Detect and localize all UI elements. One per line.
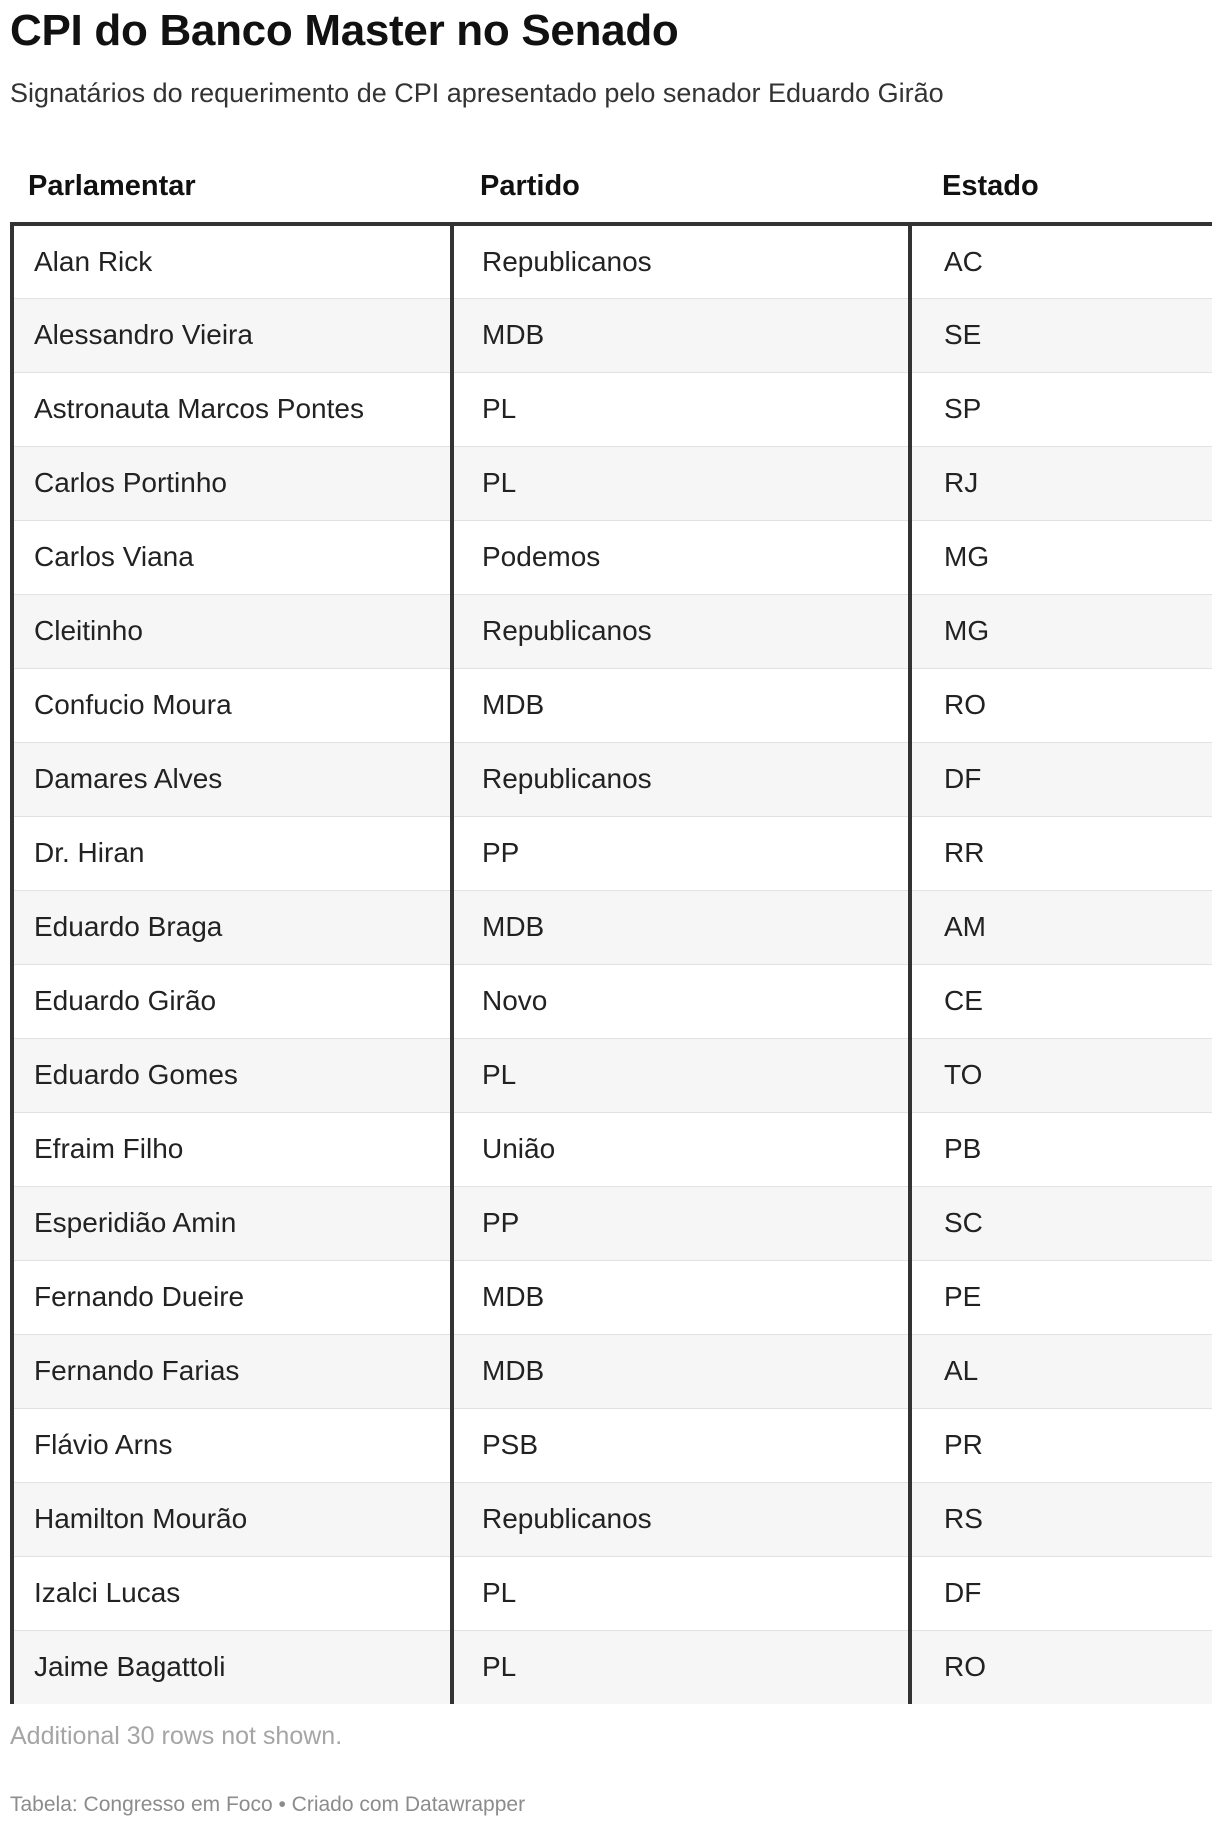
cell-partido: PP (452, 1186, 910, 1260)
cell-parlamentar: Flávio Arns (12, 1408, 452, 1482)
data-table (10, 152, 1212, 1704)
table-row (12, 594, 1212, 668)
cell-parlamentar: Damares Alves (12, 742, 452, 816)
chart-title: CPI do Banco Master no Senado (10, 6, 679, 55)
cell-parlamentar: Eduardo Gomes (12, 1038, 452, 1112)
cell-partido: União (452, 1112, 910, 1186)
table-row (12, 446, 1212, 520)
table-row (12, 1112, 1212, 1186)
cell-parlamentar: Efraim Filho (12, 1112, 452, 1186)
cell-parlamentar: Cleitinho (12, 594, 452, 668)
table-row (12, 1482, 1212, 1556)
cell-partido: PL (452, 446, 910, 520)
cell-parlamentar: Carlos Viana (12, 520, 452, 594)
cell-parlamentar: Fernando Dueire (12, 1260, 452, 1334)
cell-estado: RJ (910, 446, 1212, 520)
cell-partido: Podemos (452, 520, 910, 594)
cell-estado: DF (910, 1556, 1212, 1630)
cell-partido: MDB (452, 890, 910, 964)
table-row (12, 1556, 1212, 1630)
cell-estado: SC (910, 1186, 1212, 1260)
cell-parlamentar: Dr. Hiran (12, 816, 452, 890)
cell-estado: DF (910, 742, 1212, 816)
cell-estado: MG (910, 520, 1212, 594)
cell-estado: RO (910, 1630, 1212, 1704)
cell-partido: MDB (452, 668, 910, 742)
cell-partido: Republicanos (452, 224, 910, 298)
table-row (12, 1408, 1212, 1482)
cell-parlamentar: Izalci Lucas (12, 1556, 452, 1630)
table-row (12, 1038, 1212, 1112)
cell-estado: PR (910, 1408, 1212, 1482)
table-row (12, 372, 1212, 446)
cell-parlamentar: Fernando Farias (12, 1334, 452, 1408)
table-row (12, 1630, 1212, 1704)
cell-estado: SP (910, 372, 1212, 446)
cell-partido: PP (452, 816, 910, 890)
column-header-partido[interactable]: Partido (452, 152, 910, 224)
table-row (12, 224, 1212, 298)
cell-estado: RS (910, 1482, 1212, 1556)
cell-partido: Novo (452, 964, 910, 1038)
cell-parlamentar: Jaime Bagattoli (12, 1630, 452, 1704)
cell-parlamentar: Hamilton Mourão (12, 1482, 452, 1556)
cell-estado: AC (910, 224, 1212, 298)
cell-estado: AM (910, 890, 1212, 964)
cell-partido: PL (452, 1038, 910, 1112)
table-row (12, 1334, 1212, 1408)
cell-partido: Republicanos (452, 742, 910, 816)
table-row (12, 298, 1212, 372)
cell-estado: AL (910, 1334, 1212, 1408)
cell-parlamentar: Eduardo Braga (12, 890, 452, 964)
table-row (12, 816, 1212, 890)
cell-partido: Republicanos (452, 594, 910, 668)
cell-estado: RO (910, 668, 1212, 742)
cell-partido: MDB (452, 1260, 910, 1334)
cell-estado: PE (910, 1260, 1212, 1334)
column-header-estado[interactable]: Estado (910, 152, 1212, 224)
table-row (12, 964, 1212, 1038)
cell-estado: TO (910, 1038, 1212, 1112)
cell-parlamentar: Eduardo Girão (12, 964, 452, 1038)
cell-estado: PB (910, 1112, 1212, 1186)
cell-parlamentar: Alan Rick (12, 224, 452, 298)
table-row (12, 520, 1212, 594)
source-footer: Tabela: Congresso em Foco • Criado com Datawrapper (10, 1793, 526, 1816)
cell-parlamentar: Alessandro Vieira (12, 298, 452, 372)
cell-parlamentar: Carlos Portinho (12, 446, 452, 520)
table-row (12, 742, 1212, 816)
table-row (12, 1186, 1212, 1260)
cell-estado: CE (910, 964, 1212, 1038)
table-row (12, 1260, 1212, 1334)
cell-partido: PL (452, 1630, 910, 1704)
cell-estado: RR (910, 816, 1212, 890)
table-container (10, 152, 1210, 1704)
cell-parlamentar: Esperidião Amin (12, 1186, 452, 1260)
cell-partido: PL (452, 1556, 910, 1630)
table-body (12, 224, 1212, 1704)
cell-partido: MDB (452, 298, 910, 372)
cell-partido: Republicanos (452, 1482, 910, 1556)
cell-partido: MDB (452, 1334, 910, 1408)
cell-partido: PL (452, 372, 910, 446)
cell-partido: PSB (452, 1408, 910, 1482)
cell-estado: MG (910, 594, 1212, 668)
table-row (12, 668, 1212, 742)
rows-hidden-note: Additional 30 rows not shown. (10, 1722, 343, 1750)
chart-subtitle: Signatários do requerimento de CPI apresentado pelo senador Eduardo Girão (10, 78, 944, 108)
cell-parlamentar: Astronauta Marcos Pontes (12, 372, 452, 446)
column-header-parlamentar[interactable]: Parlamentar (12, 152, 452, 224)
table-header-row (12, 152, 1212, 224)
cell-estado: SE (910, 298, 1212, 372)
cell-parlamentar: Confucio Moura (12, 668, 452, 742)
table-row (12, 890, 1212, 964)
